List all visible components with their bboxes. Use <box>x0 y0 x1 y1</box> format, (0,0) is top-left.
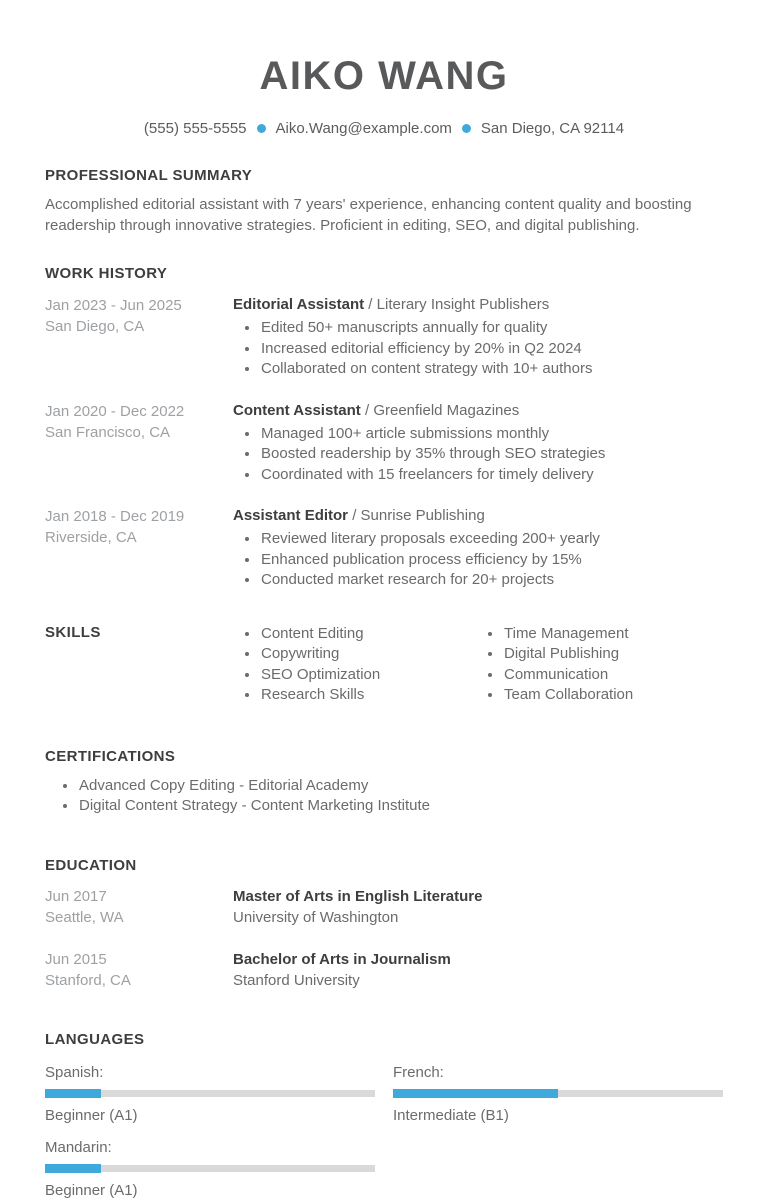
language-name: Mandarin: <box>45 1138 112 1156</box>
language-name: Spanish: <box>45 1063 104 1081</box>
education-degree: Bachelor of Arts in Journalism <box>233 950 451 968</box>
job-role: Editorial Assistant <box>233 296 365 313</box>
language-progress-bar <box>393 1090 723 1097</box>
job-dates: Jan 2023 - Jun 2025 <box>45 297 182 314</box>
language-item <box>45 1138 375 1200</box>
job-location: Riverside, CA <box>45 529 137 546</box>
job-title-line <box>233 295 723 315</box>
section-title-education: EDUCATION <box>45 856 137 874</box>
language-level: Beginner (A1) <box>45 1106 138 1124</box>
job-bullet-list <box>233 318 723 380</box>
role-company-separator: / <box>360 401 374 419</box>
section-professional-summary <box>45 167 723 236</box>
job-detail <box>233 401 723 486</box>
language-progress-fill <box>45 1089 101 1098</box>
language-progress-fill <box>393 1089 558 1098</box>
skill-item: • Copywriting <box>260 644 476 665</box>
language-progress-bar <box>45 1090 375 1097</box>
job-company: Greenfield Magazines <box>373 401 520 419</box>
job-location: San Francisco, CA <box>45 423 171 441</box>
language-progress-fill <box>45 1164 101 1173</box>
role-company-separator: / <box>348 507 361 524</box>
section-education <box>45 857 723 991</box>
education-location: Seattle, WA <box>45 908 124 926</box>
job-bullet: • Edited 50+ manuscripts annually for quality <box>260 318 723 339</box>
job-meta <box>45 401 233 486</box>
language-name: French: <box>393 1063 444 1081</box>
education-entry <box>45 886 723 928</box>
section-work-history <box>45 265 723 591</box>
skill-item: • Communication <box>503 665 723 686</box>
certification-item: • Advanced Copy Editing - Editorial Academy <box>78 776 723 797</box>
education-location: Stanford, CA <box>45 971 131 989</box>
certification-list <box>45 776 723 817</box>
skills-columns <box>233 624 723 706</box>
job-location: San Diego, CA <box>45 318 145 335</box>
education-school: University of Washington <box>233 908 399 926</box>
education-detail <box>233 886 723 928</box>
job-company: Sunrise Publishing <box>360 507 485 524</box>
language-item <box>45 1063 375 1125</box>
language-level: Intermediate (B1) <box>393 1106 509 1124</box>
section-title-work-history: WORK HISTORY <box>45 265 168 282</box>
job-bullet-list <box>233 424 723 486</box>
summary-text: Accomplished editorial assistant with 7 years' experience, enhancing content quality and boosting readership through innovative strategies. Proficient in editing, SEO, and digital publishing. <box>45 196 692 234</box>
section-title-languages: LANGUAGES <box>45 1030 145 1048</box>
certification-item: • Digital Content Strategy - Content Marketing Institute <box>78 796 723 817</box>
education-date: Jun 2015 <box>45 950 107 968</box>
skills-column-1 <box>233 624 476 706</box>
job-bullet: • Coordinated with 15 freelancers for timely delivery <box>260 465 723 486</box>
job-entry <box>45 295 723 380</box>
job-role: Content Assistant <box>233 401 361 419</box>
education-entry <box>45 949 723 991</box>
job-bullet: • Managed 100+ article submissions monthly <box>260 424 723 445</box>
job-entry <box>45 506 723 591</box>
skill-item: • Digital Publishing <box>503 644 723 665</box>
role-company-separator: / <box>364 296 377 313</box>
job-detail <box>233 506 723 591</box>
email-text: Aiko.Wang@example.com <box>275 120 452 137</box>
job-bullet: • Boosted readership by 35% through SEO strategies <box>260 444 723 465</box>
job-bullet: • Enhanced publication process efficiency by 15% <box>260 550 723 571</box>
job-dates: Jan 2020 - Dec 2022 <box>45 402 185 420</box>
education-degree: Master of Arts in English Literature <box>233 887 483 905</box>
skill-item: • Research Skills <box>260 685 476 706</box>
education-detail <box>233 949 723 991</box>
job-bullet-list <box>233 529 723 591</box>
job-entry <box>45 401 723 486</box>
section-title-certifications: CERTIFICATIONS <box>45 747 176 765</box>
job-meta <box>45 295 233 380</box>
section-title-skills: SKILLS <box>45 623 101 641</box>
job-role: Assistant Editor <box>233 507 349 524</box>
section-skills <box>45 624 723 706</box>
job-dates: Jan 2018 - Dec 2019 <box>45 508 185 525</box>
language-grid <box>45 1050 723 1200</box>
job-meta <box>45 506 233 591</box>
skill-item: • SEO Optimization <box>260 665 476 686</box>
language-item <box>393 1063 723 1125</box>
education-school: Stanford University <box>233 971 360 989</box>
section-title-summary: PROFESSIONAL SUMMARY <box>45 167 253 184</box>
job-title-line <box>233 401 723 421</box>
job-bullet: • Collaborated on content strategy with 10+ authors <box>260 359 723 380</box>
skill-item: • Time Management <box>503 624 723 645</box>
bullet-dot-icon <box>462 124 471 133</box>
section-certifications <box>45 748 723 817</box>
education-date: Jun 2017 <box>45 887 107 905</box>
skill-item: • Content Editing <box>260 624 476 645</box>
education-meta <box>45 886 233 928</box>
job-title-line <box>233 506 723 526</box>
language-progress-bar <box>45 1165 375 1172</box>
candidate-name: AIKO WANG <box>259 54 509 98</box>
section-languages <box>45 1031 723 1200</box>
job-bullet: • Reviewed literary proposals exceeding 200+ yearly <box>260 529 723 550</box>
skills-column-2 <box>476 624 723 706</box>
contact-row <box>45 120 723 137</box>
phone-text: (555) 555-5555 <box>143 120 247 137</box>
job-company: Literary Insight Publishers <box>376 296 550 313</box>
job-bullet: • Increased editorial efficiency by 20% in Q2 2024 <box>260 339 723 360</box>
skill-item: • Team Collaboration <box>503 685 723 706</box>
bullet-dot-icon <box>257 124 266 133</box>
location-text: San Diego, CA 92114 <box>480 120 625 137</box>
job-bullet: • Conducted market research for 20+ projects <box>260 570 723 591</box>
language-level: Beginner (A1) <box>45 1181 138 1199</box>
job-detail <box>233 295 723 380</box>
education-meta <box>45 949 233 991</box>
